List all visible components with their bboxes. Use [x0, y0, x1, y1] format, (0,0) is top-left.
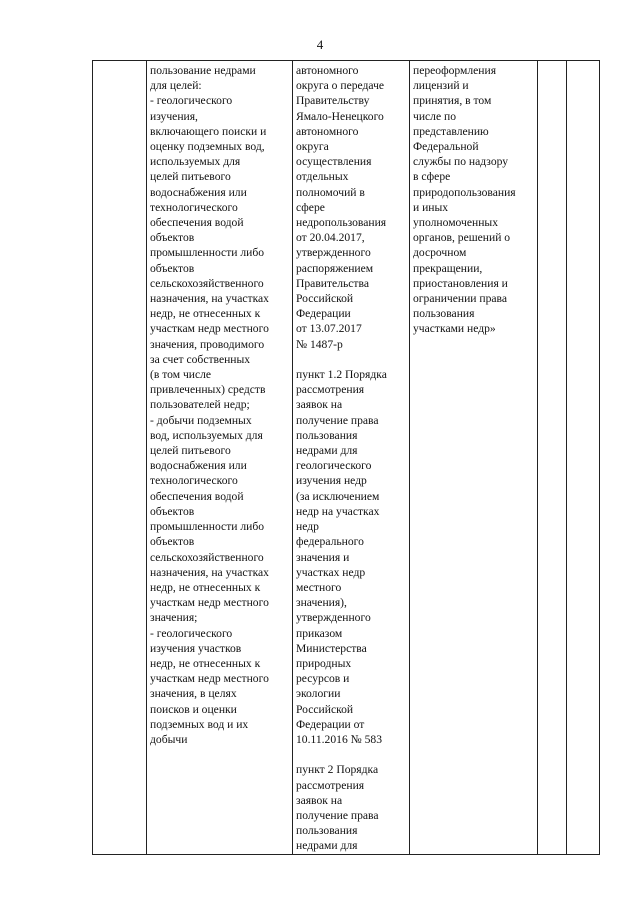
document-table	[92, 60, 600, 855]
table-cell-empty	[538, 61, 567, 855]
purposes-text: пользование недрами для целей: - геологического изучения, включающего поиски и оценку подземных вод, используемых для целей питьевого водоснабжения или технологического обеспечения водой объектов промышленности либо объектов сельскохозяйственного назначения, на участках недр, не отнесенных к участкам недр местного значения, проводимого за счет собственных (в том числе привлеченных) средств пользователей недр; - добычи подземных вод, используемых для целей питьевого водоснабжения или технологического обеспечения водой объектов промышленности либо объектов сельскохозяйственного назначения, на участках недр, не отнесенных к участкам недр местного значения; - геологического изучения участков недр, не отнесенных к участкам недр местного значения, в целях поисков и оценки подземных вод и их добычи	[150, 64, 269, 746]
table-row	[93, 61, 600, 855]
powers-text: переоформления лицензий и принятия, в том числе по представлению Федеральной службы по надзору в сфере природопользования и иных уполномоченных органов, решений о досрочном прекращении, приостановления и ограничении права пользования участками недр»	[413, 64, 516, 336]
page-number: 4	[316, 37, 324, 52]
table-cell-powers	[410, 61, 538, 855]
table-cell-empty	[93, 61, 147, 855]
table-cell-purposes	[147, 61, 293, 855]
table-cell-empty	[567, 61, 600, 855]
legal-basis-text: автономного округа о передаче Правительству Ямало-Ненецкого автономного округа осуществления отдельных полномочий в сфере недропользования от 20.04.2017, утвержденного распоряжением Правительства Российской Федерации от 13.07.2017 № 1487-р пункт 1.2 Порядка рассмотрения заявок на получение права пользования недрами для геологического изучения недр (за исключением недр на участках недр федерального значения и участках недр местного значения), утвержденного приказом Министерства природных ресурсов и экологии Российской Федерации от 10.11.2016 № 583 пункт 2 Порядка рассмотрения заявок на получение права пользования недрами для	[296, 64, 387, 853]
table-cell-legal-basis	[293, 61, 410, 855]
